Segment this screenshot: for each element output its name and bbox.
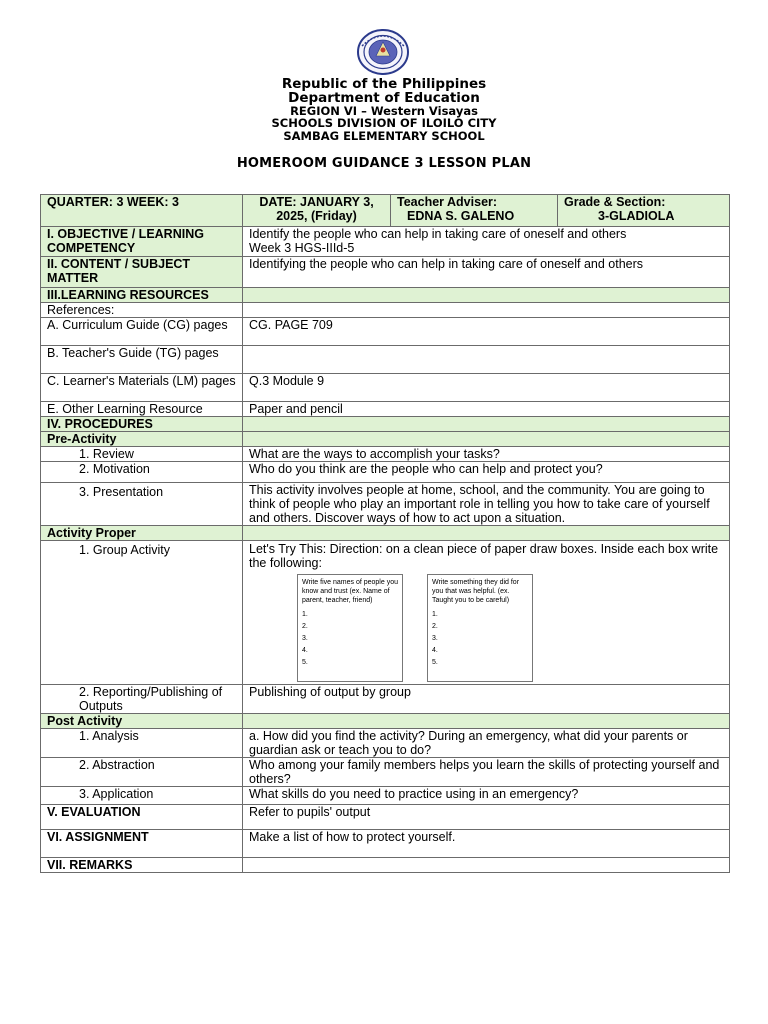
group-activity-text: Let's Try This: Direction: on a clean piece of paper draw boxes. Inside each box write the following: <box>249 542 719 570</box>
presentation-value: This activity involves people at home, school, and the community. You are going to think of people who play an important role in telling you how to take care of yourself and others. Discover ways of how to act upon a situation. <box>243 483 730 526</box>
remarks-value <box>243 858 730 873</box>
group-activity-value <box>243 541 730 685</box>
activity-boxes <box>249 570 723 684</box>
procedures-value <box>243 417 730 432</box>
box-number: 4. <box>302 647 308 654</box>
pre-activity-row <box>41 432 730 447</box>
adviser-label: Teacher Adviser: <box>397 195 498 209</box>
objective-line-1: Identify the people who can help in taking care of oneself and others <box>249 227 627 241</box>
activity-box-helpful <box>427 574 533 682</box>
box-2-instruction: Write something they did for you that was helpful. (ex. Taught you to be careful) <box>432 579 520 604</box>
review-label: 1. Review <box>41 447 243 462</box>
resources-value <box>243 288 730 303</box>
objective-row <box>41 227 730 257</box>
post-activity-row <box>41 714 730 729</box>
procedures-row <box>41 417 730 432</box>
division-heading: SCHOOLS DIVISION OF ILOILO CITY <box>271 116 497 130</box>
assignment-value: Make a list of how to protect yourself. <box>243 830 730 858</box>
box-number: 2. <box>432 623 438 630</box>
date-line-1: DATE: JANUARY 3, <box>259 195 374 209</box>
other-resource-value: Paper and pencil <box>243 402 730 417</box>
evaluation-row <box>41 805 730 830</box>
procedures-label: IV. PROCEDURES <box>41 417 243 432</box>
info-row <box>41 195 730 227</box>
remarks-label: VII. REMARKS <box>41 858 243 873</box>
presentation-label: 3. Presentation <box>41 483 243 526</box>
post-activity-value <box>243 714 730 729</box>
application-value: What skills do you need to practice using in an emergency? <box>243 787 730 805</box>
objective-line-2: Week 3 HGS-IIId-5 <box>249 241 355 255</box>
lm-label: C. Learner's Materials (LM) pages <box>41 374 243 402</box>
objective-value <box>243 227 730 257</box>
adviser-cell <box>391 195 558 227</box>
plan-title: HOMEROOM GUIDANCE 3 LESSON PLAN <box>236 156 532 171</box>
abstraction-label: 2. Abstraction <box>41 758 243 787</box>
box-number: 3. <box>432 635 438 642</box>
other-resource-row <box>41 402 730 417</box>
box-1-instruction: Write five names of people you know and trust (ex. Name of parent, teacher, friend) <box>302 579 398 604</box>
box-number: 4. <box>432 647 438 654</box>
group-activity-row <box>41 541 730 685</box>
reporting-row <box>41 685 730 714</box>
department-heading: Department of Education <box>288 90 480 106</box>
tg-label: B. Teacher's Guide (TG) pages <box>41 346 243 374</box>
tg-row <box>41 346 730 374</box>
box-number: 2. <box>302 623 308 630</box>
activity-proper-label: Activity Proper <box>41 526 243 541</box>
application-row <box>41 787 730 805</box>
references-value <box>243 303 730 318</box>
content-row <box>41 257 730 288</box>
resources-row <box>41 288 730 303</box>
pre-activity-label: Pre-Activity <box>41 432 243 447</box>
box-number: 5. <box>302 659 308 666</box>
deped-seal-icon <box>356 28 410 76</box>
date-cell <box>243 195 391 227</box>
school-heading: SAMBAG ELEMENTARY SCHOOL <box>283 129 485 143</box>
grade-label: Grade & Section: <box>564 195 666 209</box>
remarks-row <box>41 858 730 873</box>
post-activity-label: Post Activity <box>41 714 243 729</box>
cg-row <box>41 318 730 346</box>
cg-label: A. Curriculum Guide (CG) pages <box>41 318 243 346</box>
application-label: 3. Application <box>41 787 243 805</box>
motivation-row <box>41 462 730 483</box>
cg-value: CG. PAGE 709 <box>243 318 730 346</box>
lm-value: Q.3 Module 9 <box>243 374 730 402</box>
evaluation-value: Refer to pupils' output <box>243 805 730 830</box>
presentation-row <box>41 483 730 526</box>
date-line-2: 2025, (Friday) <box>276 209 357 223</box>
analysis-label: 1. Analysis <box>41 729 243 758</box>
republic-heading: Republic of the Philippines <box>281 76 487 92</box>
reporting-value: Publishing of output by group <box>243 685 730 714</box>
box-number: 1. <box>432 611 438 618</box>
pre-activity-value <box>243 432 730 447</box>
review-row <box>41 447 730 462</box>
group-activity-label: 1. Group Activity <box>41 541 243 685</box>
quarter-cell <box>41 195 243 227</box>
reporting-label-text: 2. Reporting/Publishing of Outputs <box>79 685 223 713</box>
grade-value: 3-GLADIOLA <box>598 209 675 223</box>
lesson-plan-table <box>40 194 730 873</box>
objective-label: I. OBJECTIVE / LEARNING COMPETENCY <box>41 227 243 257</box>
adviser-name: EDNA S. GALENO <box>407 209 515 223</box>
assignment-row <box>41 830 730 858</box>
quarter-text: QUARTER: 3 WEEK: 3 <box>47 195 179 209</box>
box-number: 5. <box>432 659 438 666</box>
activity-box-names <box>297 574 403 682</box>
box-1-numbers <box>302 610 398 670</box>
references-label: References: <box>41 303 243 318</box>
abstraction-value: Who among your family members helps you learn the skills of protecting yourself and others? <box>243 758 730 787</box>
content-value: Identifying the people who can help in taking care of oneself and others <box>243 257 730 288</box>
box-2-numbers <box>432 610 528 670</box>
motivation-label: 2. Motivation <box>41 462 243 483</box>
box-number: 1. <box>302 611 308 618</box>
assignment-label: VI. ASSIGNMENT <box>41 830 243 858</box>
box-number: 3. <box>302 635 308 642</box>
content-label: II. CONTENT / SUBJECT MATTER <box>41 257 243 288</box>
abstraction-row <box>41 758 730 787</box>
other-resource-label: E. Other Learning Resource <box>41 402 243 417</box>
tg-value <box>243 346 730 374</box>
activity-proper-row <box>41 526 730 541</box>
region-heading: REGION VI – Western Visayas <box>290 104 478 118</box>
activity-proper-value <box>243 526 730 541</box>
lm-row <box>41 374 730 402</box>
references-row <box>41 303 730 318</box>
motivation-value: Who do you think are the people who can help and protect you? <box>243 462 730 483</box>
analysis-value: a. How did you find the activity? During an emergency, what did your parents or guardian ask or teach you to do? <box>243 729 730 758</box>
analysis-row <box>41 729 730 758</box>
evaluation-label: V. EVALUATION <box>41 805 243 830</box>
resources-label: III.LEARNING RESOURCES <box>41 288 243 303</box>
grade-cell <box>558 195 730 227</box>
review-value: What are the ways to accomplish your tasks? <box>243 447 730 462</box>
reporting-label <box>41 685 243 714</box>
